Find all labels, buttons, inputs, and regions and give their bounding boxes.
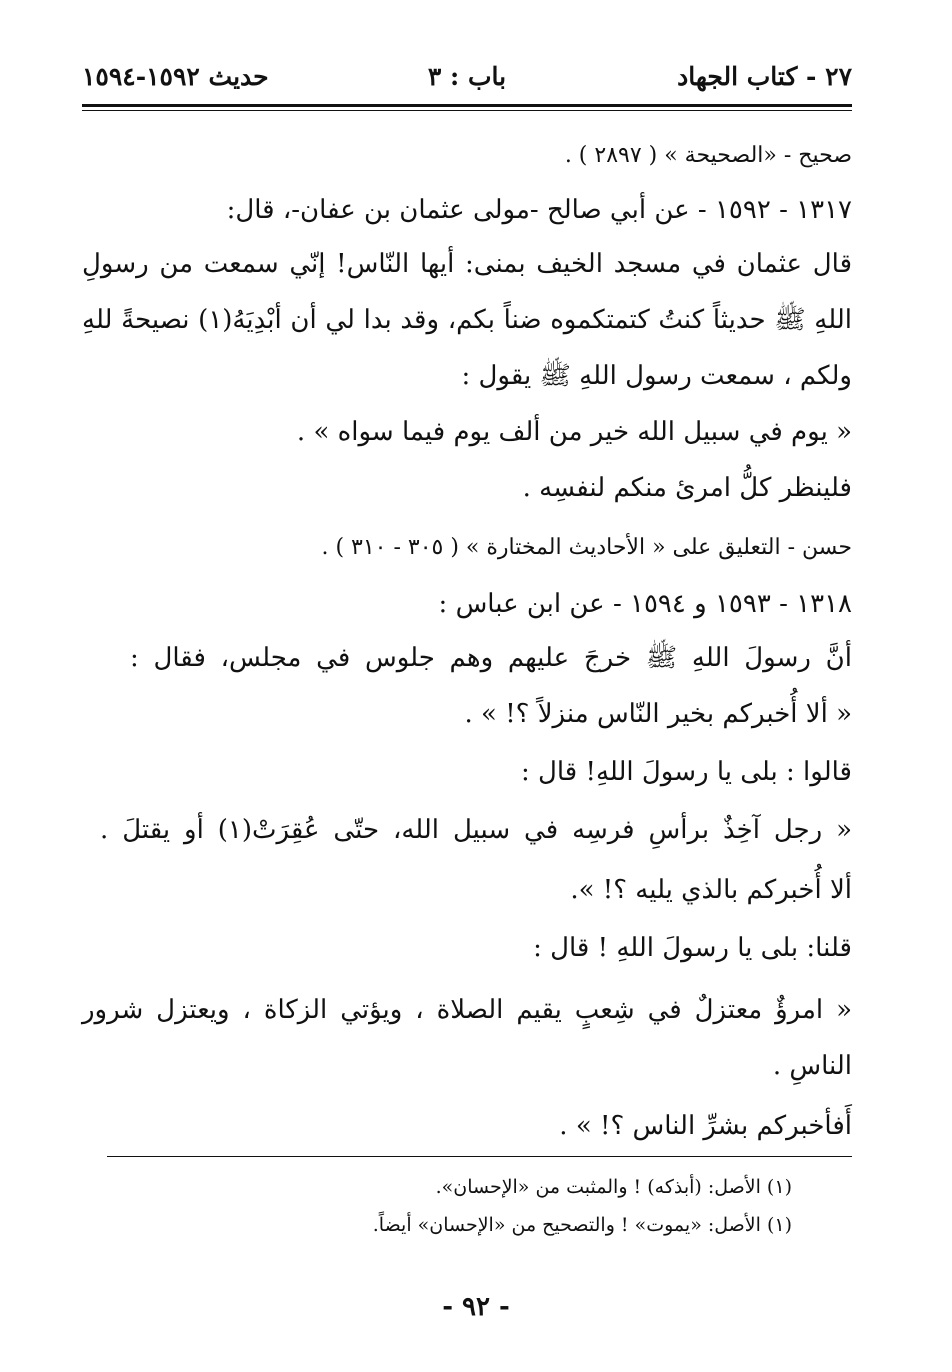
- header-section: باب : ٣: [427, 62, 507, 91]
- quote-line: ألا أُخبركم بالذي يليه ؟! ».: [570, 875, 852, 905]
- footnote: (١) الأصل: «يموت» ! والتصحيح من «الإحسان» أيضاً.: [372, 1214, 792, 1236]
- text-line: ولكم ، سمعت رسول اللهِ ﷺ يقول :: [461, 361, 852, 391]
- text-line: الناسِ .: [772, 1051, 852, 1081]
- quote-line: « امرؤٌ معتزلٌ في شِعبٍ يقيم الصلاة ، ويؤتي الزكاة ، ويعتزل شرور: [82, 995, 852, 1025]
- footnote: (١) الأصل: (أبذكه) ! والمثبت من «الإحسان».: [435, 1176, 792, 1198]
- quote-line: « يوم في سبيل الله خير من ألف يوم فيما سواه » .: [296, 417, 852, 447]
- footnote-rule: [107, 1156, 852, 1157]
- text-line: أنَّ رسولَ اللهِ ﷺ خرجَ عليهم وهم جلوس في مجلس، فقال :: [130, 643, 852, 673]
- page-number: - ٩٢ -: [442, 1292, 510, 1322]
- running-header: [82, 58, 852, 102]
- text-line: قال عثمان في مسجد الخيف بمنى: أيها النّاس! إنّي سمعت من رسولِ: [82, 249, 852, 279]
- header-rule-thick: [82, 104, 852, 107]
- header-hadith-range: حديث ١٥٩٢-١٥٩٤: [82, 62, 269, 91]
- quote-line: « ألا أُخبركم بخير النّاس منزلاً ؟! » .: [464, 699, 852, 729]
- grading-line: صحيح - «الصحيحة » ( ٢٨٩٧ ) .: [564, 143, 852, 168]
- quote-line: أَفأخبركم بشرِّ الناس ؟! » .: [559, 1111, 852, 1141]
- text-line: قالوا : بلى يا رسولَ اللهِ! قال :: [520, 757, 852, 787]
- hadith-heading: ١٣١٧ - ١٥٩٢ - عن أبي صالح -مولى عثمان بن عفان-، قال:: [226, 195, 852, 225]
- hadith-heading: ١٣١٨ - ١٥٩٣ و ١٥٩٤ - عن ابن عباس :: [438, 589, 852, 619]
- header-rule-thin: [82, 110, 852, 111]
- grading-line: حسن - التعليق على « الأحاديث المختارة » ( ٣٠٥ - ٣١٠ ) .: [321, 535, 852, 560]
- quote-line: « رجل آخِذٌ برأسِ فرسِه في سبيل الله، حتّى عُقِرَتْ(١) أو يقتلَ .: [100, 815, 853, 845]
- header-chapter: ٢٧ - كتاب الجهاد: [677, 62, 852, 91]
- text-line: اللهِ ﷺ حديثاً كنتُ كتمتكموه ضناً بكم، وقد بدا لي أن أبْدِيَهُ(١) نصيحةً للهِ: [82, 305, 852, 335]
- text-line: قلنا: بلى يا رسولَ اللهِ ! قال :: [533, 933, 852, 963]
- text-line: فلينظر كلُّ امرئ منكم لنفسِه .: [522, 473, 852, 503]
